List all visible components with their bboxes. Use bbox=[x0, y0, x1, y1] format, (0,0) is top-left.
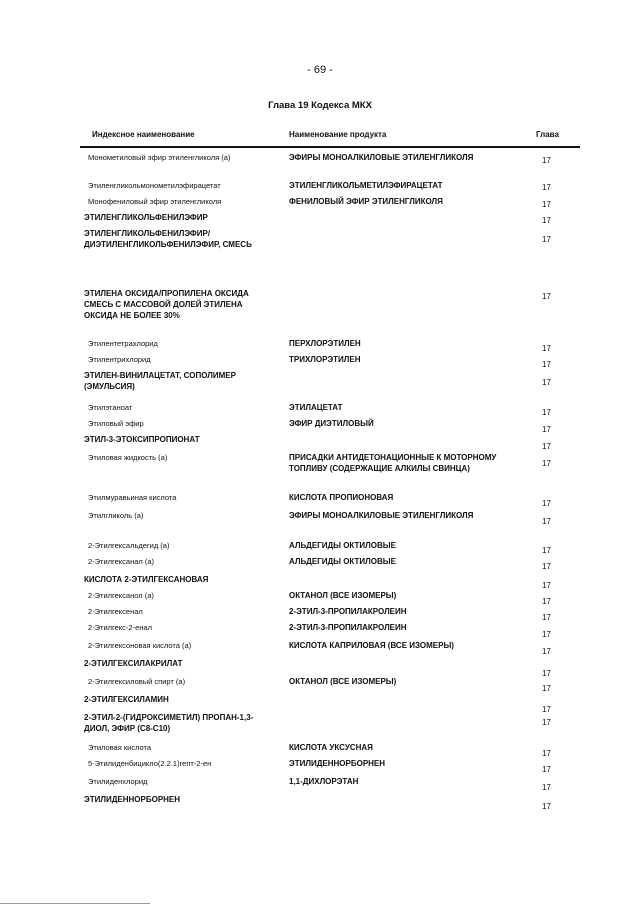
product-name-cell: ОКТАНОЛ (ВСЕ ИЗОМЕРЫ) bbox=[289, 591, 397, 600]
product-name-cell: ФЕНИЛОВЫЙ ЭФИР ЭТИЛЕНГЛИКОЛЯ bbox=[289, 197, 443, 206]
index-name-cell: Этилентрихлорид bbox=[88, 355, 151, 364]
product-name-cell: ОКТАНОЛ (ВСЕ ИЗОМЕРЫ) bbox=[289, 677, 397, 686]
index-name-cell: Этилиденхлорид bbox=[88, 777, 148, 786]
page-title: Глава 19 Кодекса МКХ bbox=[268, 100, 372, 111]
chapter-cell: 17 bbox=[542, 499, 551, 508]
chapter-cell: 17 bbox=[542, 765, 551, 774]
header-index-name: Индексное наименование bbox=[92, 130, 195, 139]
index-name-cell: 2-ЭТИЛ-2-(ГИДРОКСИМЕТИЛ) ПРОПАН-1,3-ДИОЛ, ЭФИР (С8-С10) bbox=[84, 713, 254, 733]
chapter-cell: 17 bbox=[542, 597, 551, 606]
chapter-cell: 17 bbox=[542, 459, 551, 468]
index-name-cell: ЭТИЛЕНГЛИКОЛЬФЕНИЛЭФИР/ ДИЭТИЛЕНГЛИКОЛЬФЕНИЛЭФИР, СМЕСЬ bbox=[84, 229, 252, 249]
index-name-cell: Этиленгликольмонометилэфирацетат bbox=[88, 181, 221, 190]
footnote-rule bbox=[0, 903, 150, 904]
index-name-cell: 2-ЭТИЛГЕКСИЛАКРИЛАТ bbox=[84, 659, 183, 668]
product-name-cell: КИСЛОТА УКСУСНАЯ bbox=[289, 743, 373, 752]
index-name-cell: Этиловая жидкость (а) bbox=[88, 453, 168, 462]
index-name-cell: 5-Этилиденбицикло(2.2.1)гепт-2-ен bbox=[88, 759, 212, 768]
product-name-cell: ЭФИРЫ МОНОАЛКИЛОВЫЕ ЭТИЛЕНГЛИКОЛЯ bbox=[289, 153, 474, 162]
page-number: - 69 - bbox=[307, 64, 333, 76]
chapter-cell: 17 bbox=[542, 360, 551, 369]
chapter-cell: 17 bbox=[542, 647, 551, 656]
product-name-cell: 2-ЭТИЛ-3-ПРОПИЛАКРОЛЕИН bbox=[289, 623, 407, 632]
index-name-cell: Этилгликоль (а) bbox=[88, 511, 144, 520]
chapter-cell: 17 bbox=[542, 749, 551, 758]
header-product-name: Наименование продукта bbox=[289, 130, 387, 139]
index-name-cell: Монометиловый эфир этиленгликоля (а) bbox=[88, 153, 231, 162]
chapter-cell: 17 bbox=[542, 216, 551, 225]
index-name-cell: Этилентетрахлорид bbox=[88, 339, 158, 348]
chapter-cell: 17 bbox=[542, 705, 551, 714]
index-name-cell: Этилэтаноат bbox=[88, 403, 133, 412]
product-name-cell: КИСЛОТА ПРОПИОНОВАЯ bbox=[289, 493, 394, 502]
chapter-cell: 17 bbox=[542, 378, 551, 387]
chapter-cell: 17 bbox=[542, 235, 551, 244]
header-chapter: Глава bbox=[536, 130, 559, 139]
index-name-cell: ЭТИЛ-3-ЭТОКСИПРОПИОНАТ bbox=[84, 435, 200, 444]
index-name-cell: 2-Этилгексенал bbox=[88, 607, 143, 616]
chapter-cell: 17 bbox=[542, 425, 551, 434]
index-name-cell: Этиловая кислота bbox=[88, 743, 152, 752]
index-name-cell: 2-Этилгексальдегид (а) bbox=[88, 541, 170, 550]
chapter-cell: 17 bbox=[542, 669, 551, 678]
product-name-cell: ЭФИРЫ МОНОАЛКИЛОВЫЕ ЭТИЛЕНГЛИКОЛЯ bbox=[289, 511, 474, 520]
product-name-cell: ПРИСАДКИ АНТИДЕТОНАЦИОННЫЕ К МОТОРНОМУ ТОПЛИВУ (СОДЕРЖАЩИЕ АЛКИЛЫ СВИНЦА) bbox=[289, 453, 497, 473]
product-name-cell: АЛЬДЕГИДЫ ОКТИЛОВЫЕ bbox=[289, 541, 396, 550]
index-name-cell: 2-Этилгексиловый спирт (а) bbox=[88, 677, 186, 686]
index-name-cell: 2-Этилгексанол (а) bbox=[88, 591, 154, 600]
chapter-cell: 17 bbox=[542, 613, 551, 622]
product-name-cell: ПЕРХЛОРЭТИЛЕН bbox=[289, 339, 361, 348]
chapter-cell: 17 bbox=[542, 517, 551, 526]
product-name-cell: ЭТИЛАЦЕТАТ bbox=[289, 403, 343, 412]
index-name-cell: Этилмуравьиная кислота bbox=[88, 493, 177, 502]
index-name-cell: Этиловый эфир bbox=[88, 419, 144, 428]
chapter-cell: 17 bbox=[542, 183, 551, 192]
product-name-cell: 1,1-ДИХЛОРЭТАН bbox=[289, 777, 359, 786]
product-name-cell: ЭТИЛЕНГЛИКОЛЬМЕТИЛЭФИРАЦЕТАТ bbox=[289, 181, 443, 190]
index-name-cell: 2-Этилгекс-2-енал bbox=[88, 623, 152, 632]
index-name-cell: ЭТИЛЕНГЛИКОЛЬФЕНИЛЭФИР bbox=[84, 213, 208, 222]
index-name-cell: КИСЛОТА 2-ЭТИЛГЕКСАНОВАЯ bbox=[84, 575, 209, 584]
chapter-cell: 17 bbox=[542, 684, 551, 693]
product-name-cell: 2-ЭТИЛ-3-ПРОПИЛАКРОЛЕИН bbox=[289, 607, 407, 616]
index-name-cell: ЭТИЛЕН-ВИНИЛАЦЕТАТ, СОПОЛИМЕР (ЭМУЛЬСИЯ) bbox=[84, 371, 236, 391]
chapter-cell: 17 bbox=[542, 802, 551, 811]
chapter-cell: 17 bbox=[542, 344, 551, 353]
chapter-cell: 17 bbox=[542, 581, 551, 590]
chapter-cell: 17 bbox=[542, 442, 551, 451]
product-name-cell: ЭФИР ДИЭТИЛОВЫЙ bbox=[289, 419, 374, 428]
product-name-cell: КИСЛОТА КАПРИЛОВАЯ (ВСЕ ИЗОМЕРЫ) bbox=[289, 641, 454, 650]
index-name-cell: 2-ЭТИЛГЕКСИЛАМИН bbox=[84, 695, 169, 704]
chapter-cell: 17 bbox=[542, 408, 551, 417]
product-name-cell: АЛЬДЕГИДЫ ОКТИЛОВЫЕ bbox=[289, 557, 396, 566]
product-name-cell: ЭТИЛИДЕННОРБОРНЕН bbox=[289, 759, 386, 768]
chapter-cell: 17 bbox=[542, 562, 551, 571]
chapter-cell: 17 bbox=[542, 156, 551, 165]
index-name-cell: Монофениловый эфир этиленгликоля bbox=[88, 197, 222, 206]
chapter-cell: 17 bbox=[542, 546, 551, 555]
chapter-cell: 17 bbox=[542, 718, 551, 727]
index-name-cell: ЭТИЛЕНА ОКСИДА/ПРОПИЛЕНА ОКСИДА СМЕСЬ С МАССОВОЙ ДОЛЕЙ ЭТИЛЕНА ОКСИДА НЕ БОЛЕЕ 30% bbox=[84, 289, 249, 320]
chapter-cell: 17 bbox=[542, 200, 551, 209]
chapter-cell: 17 bbox=[542, 292, 551, 301]
index-name-cell: ЭТИЛИДЕННОРБОРНЕН bbox=[84, 795, 181, 804]
product-name-cell: ТРИХЛОРЭТИЛЕН bbox=[289, 355, 361, 364]
index-name-cell: 2-Этилгексоновая кислота (а) bbox=[88, 641, 192, 650]
chapter-cell: 17 bbox=[542, 783, 551, 792]
chapter-cell: 17 bbox=[542, 630, 551, 639]
index-name-cell: 2-Этилгексанал (а) bbox=[88, 557, 155, 566]
